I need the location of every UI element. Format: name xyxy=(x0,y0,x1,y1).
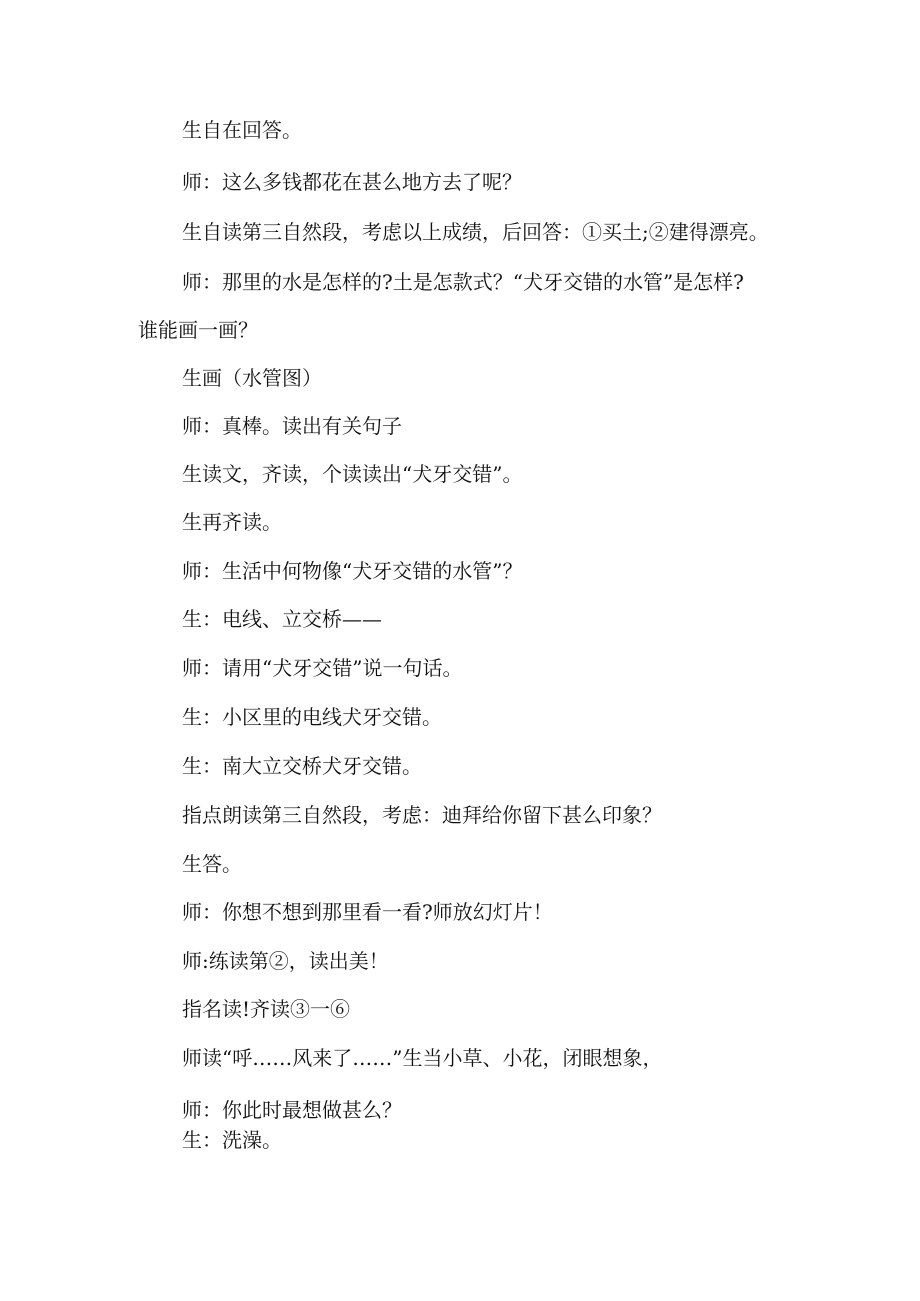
paragraph-line: 指点朗读第三自然段，考虑：迪拜给你留下甚么印象？ xyxy=(182,803,662,827)
paragraph-line: 生：洗澡。 xyxy=(182,1128,282,1152)
paragraph-line: 师：你此时最想做甚么？ xyxy=(182,1098,402,1122)
paragraph-line: 生：小区里的电线犬牙交错。 xyxy=(182,705,442,729)
paragraph-line: 生画（水管图） xyxy=(182,366,322,390)
paragraph-line: 生自在回答。 xyxy=(182,118,302,142)
paragraph-line: 指名读!齐读③一⑥ xyxy=(182,997,351,1021)
paragraph-line: 生：南大立交桥犬牙交错。 xyxy=(182,754,422,778)
paragraph-line: 师：请用“犬牙交错”说一句话。 xyxy=(182,656,463,680)
paragraph-line: 师：那里的水是怎样的?土是怎款式？“犬牙交错的水管”是怎样? xyxy=(182,270,744,294)
paragraph-line: 生读文，齐读，个读读出“犬牙交错”。 xyxy=(182,462,523,486)
paragraph-line: 生：电线、立交桥—— xyxy=(182,607,382,631)
paragraph-line: 谁能画一画？ xyxy=(138,318,258,342)
paragraph-line: 师：真棒。读出有关句子 xyxy=(182,414,402,438)
paragraph-line: 师:练读第②，读出美！ xyxy=(182,949,389,973)
paragraph-line: 师：你想不想到那里看一看?师放幻灯片！ xyxy=(182,900,553,924)
paragraph-line: 师读“呼……风来了……”生当小草、小花，闭眼想象， xyxy=(182,1046,663,1070)
paragraph-line: 生再齐读。 xyxy=(182,510,282,534)
paragraph-line: 生自读第三自然段，考虑以上成绩，后回答：①买土;②建得漂亮。 xyxy=(182,220,769,244)
paragraph-line: 师：这么多钱都花在甚么地方去了呢？ xyxy=(182,170,522,194)
paragraph-line: 师：生活中何物像“犬牙交错的水管”？ xyxy=(182,559,523,583)
paragraph-line: 生答。 xyxy=(182,852,242,876)
